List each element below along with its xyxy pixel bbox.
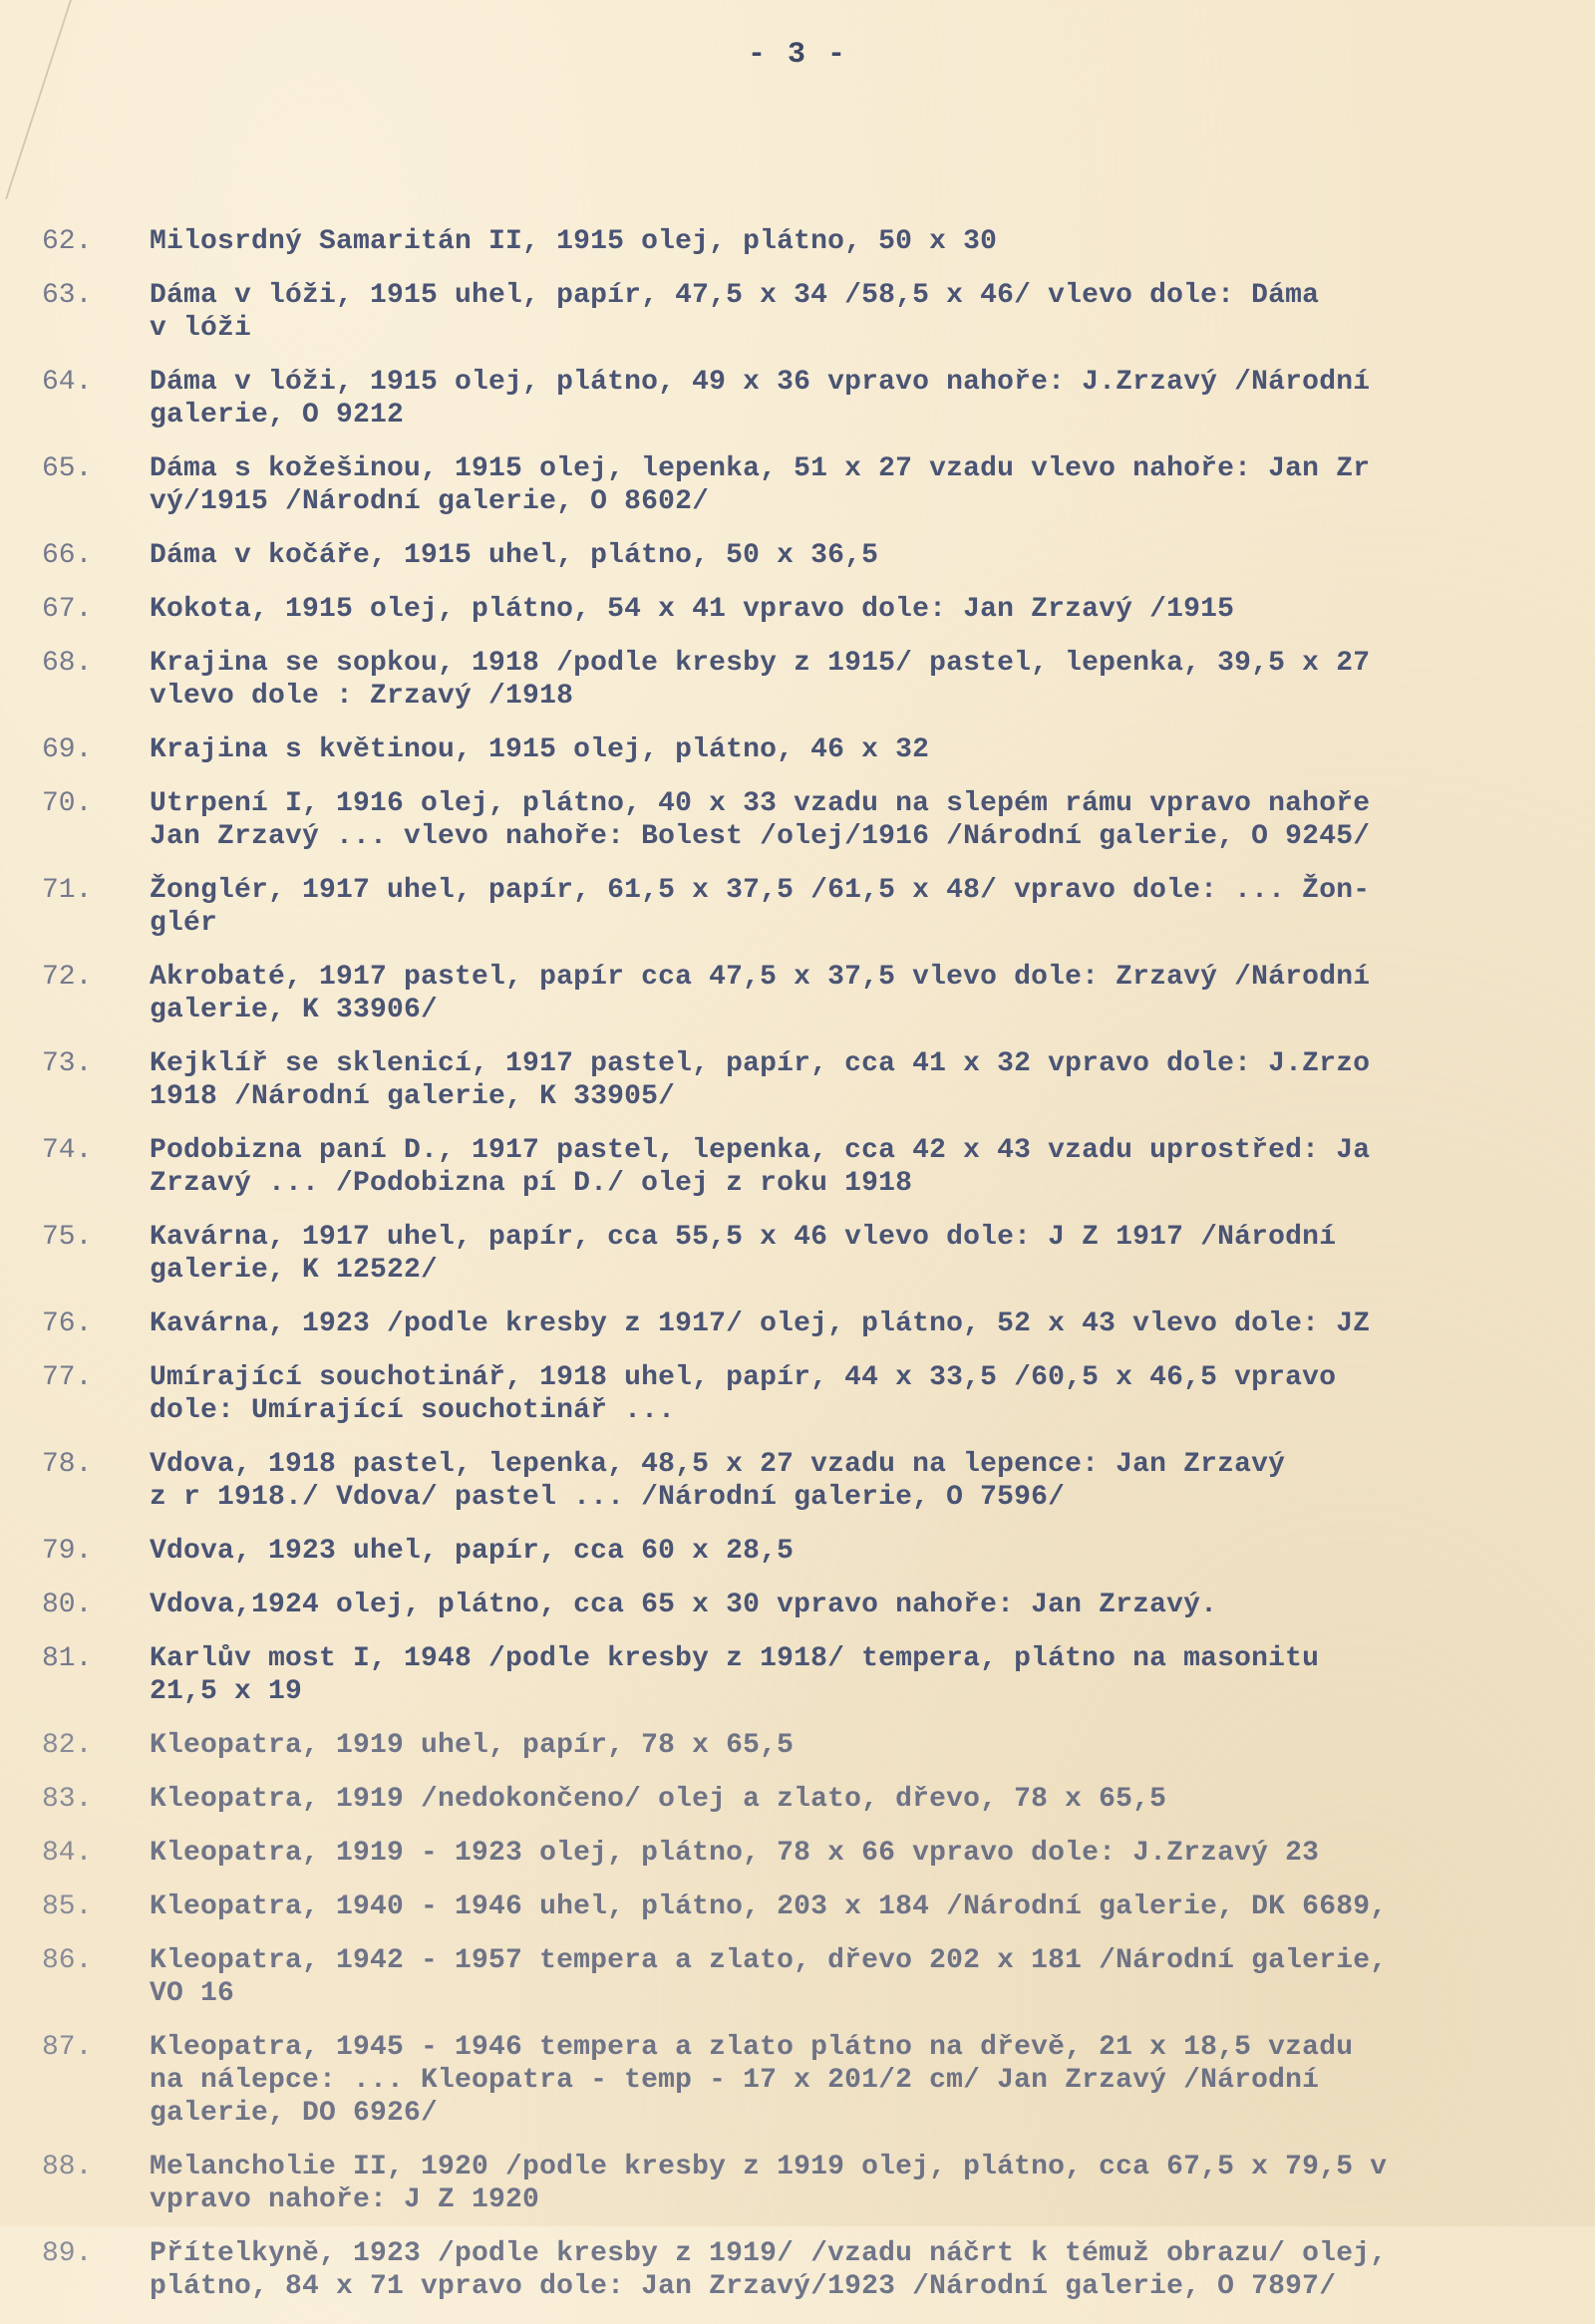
entry-text: Dáma s kožešinou, 1915 olej, lepenka, 51 x 27 vzadu vlevo nahoře: Jan Zr vý/1915 /Národní galerie, O 8602/ bbox=[150, 453, 1371, 517]
catalog-entry bbox=[42, 1837, 1567, 1870]
entry-text: Melancholie II, 1920 /podle kresby z 1919 olej, plátno, cca 67,5 x 79,5 v vpravo nahoře: J Z 1920 bbox=[150, 2152, 1388, 2215]
catalog-entry bbox=[42, 1047, 1567, 1113]
entry-number: 63. bbox=[42, 280, 93, 311]
entry-number: 79. bbox=[42, 1536, 93, 1567]
entry-number: 85. bbox=[42, 1891, 93, 1922]
entry-text: Kokota, 1915 olej, plátno, 54 x 41 vpravo dole: Jan Zrzavý /1915 bbox=[150, 594, 1235, 625]
catalog-entry bbox=[42, 961, 1567, 1026]
entry-text: Kejklíř se sklenicí, 1917 pastel, papír, cca 41 x 32 vpravo dole: J.Zrzo 1918 /Národní galerie, K 33905/ bbox=[150, 1048, 1371, 1112]
entry-number: 77. bbox=[42, 1362, 93, 1393]
entry-number: 81. bbox=[42, 1643, 93, 1674]
entry-number: 70. bbox=[42, 788, 93, 819]
catalog-entry bbox=[42, 452, 1567, 518]
entry-number: 72. bbox=[42, 962, 93, 993]
entry-number: 87. bbox=[42, 2032, 93, 2063]
entry-text: Krajina s květinou, 1915 olej, plátno, 46 x 32 bbox=[150, 734, 930, 765]
entry-number: 64. bbox=[42, 367, 93, 398]
catalog-entry bbox=[42, 1783, 1567, 1816]
entry-text: Vdova,1924 olej, plátno, cca 65 x 30 vpravo nahoře: Jan Zrzavý. bbox=[150, 1590, 1218, 1620]
entry-number: 75. bbox=[42, 1222, 93, 1253]
paper-fold-line bbox=[0, 0, 72, 199]
catalog-entry bbox=[42, 1944, 1567, 2010]
catalog-entry bbox=[42, 2031, 1567, 2130]
entry-number: 66. bbox=[42, 540, 93, 571]
entry-number: 82. bbox=[42, 1730, 93, 1761]
catalog-entry bbox=[42, 733, 1567, 766]
catalog-entry bbox=[42, 1589, 1567, 1621]
entry-number: 71. bbox=[42, 875, 93, 906]
catalog-entry bbox=[42, 1361, 1567, 1427]
entry-text: Podobizna paní D., 1917 pastel, lepenka, cca 42 x 43 vzadu uprostřed: Ja Zrzavý ... /Podobizna pí D./ olej z roku 1918 bbox=[150, 1135, 1371, 1199]
catalog-entry bbox=[42, 2237, 1567, 2303]
entry-text: Karlův most I, 1948 /podle kresby z 1918/ tempera, plátno na masonitu 21,5 x 19 bbox=[150, 1643, 1320, 1707]
catalog-entry bbox=[42, 1221, 1567, 1287]
entry-text: Utrpení I, 1916 olej, plátno, 40 x 33 vzadu na slepém rámu vpravo nahoře Jan Zrzavý ... vlevo nahoře: Bolest /olej/1916 /Národní galerie, O 9245/ bbox=[150, 788, 1371, 852]
entry-text: Vdova, 1918 pastel, lepenka, 48,5 x 27 vzadu na lepence: Jan Zrzavý z r 1918./ Vdova/ pastel ... /Národní galerie, O 7596/ bbox=[150, 1449, 1286, 1513]
entry-text: Kavárna, 1923 /podle kresby z 1917/ olej, plátno, 52 x 43 vlevo dole: JZ bbox=[150, 1308, 1371, 1339]
entry-text: Přítelkyně, 1923 /podle kresby z 1919/ /vzadu náčrt k témuž obrazu/ olej, plátno, 84 x 71 vpravo dole: Jan Zrzavý/1923 /Národní galerie, O 7897/ bbox=[150, 2238, 1388, 2302]
entry-number: 84. bbox=[42, 1838, 93, 1869]
catalog-entry bbox=[42, 593, 1567, 626]
entry-number: 78. bbox=[42, 1449, 93, 1480]
entry-text: Kleopatra, 1919 /nedokončeno/ olej a zlato, dřevo, 78 x 65,5 bbox=[150, 1784, 1167, 1815]
catalog-entry bbox=[42, 1729, 1567, 1762]
entry-text: Krajina se sopkou, 1918 /podle kresby z 1915/ pastel, lepenka, 39,5 x 27 vlevo dole : Zrzavý /1918 bbox=[150, 648, 1371, 712]
catalog-entry bbox=[42, 1535, 1567, 1568]
catalog-entry bbox=[42, 874, 1567, 940]
entry-number: 69. bbox=[42, 734, 93, 765]
entry-number: 76. bbox=[42, 1308, 93, 1339]
catalog-entry bbox=[42, 539, 1567, 572]
entry-number: 80. bbox=[42, 1590, 93, 1620]
entry-text: Vdova, 1923 uhel, papír, cca 60 x 28,5 bbox=[150, 1536, 795, 1567]
entry-text: Dáma v kočáře, 1915 uhel, plátno, 50 x 36,5 bbox=[150, 540, 879, 571]
entry-number: 73. bbox=[42, 1048, 93, 1079]
entry-number: 62. bbox=[42, 226, 93, 257]
entry-number: 74. bbox=[42, 1135, 93, 1166]
entry-text: Žonglér, 1917 uhel, papír, 61,5 x 37,5 /61,5 x 48/ vpravo dole: ... Žon- glér bbox=[150, 875, 1371, 939]
entry-text: Dáma v lóži, 1915 uhel, papír, 47,5 x 34 /58,5 x 46/ vlevo dole: Dáma v lóži bbox=[150, 280, 1320, 344]
entry-number: 89. bbox=[42, 2238, 93, 2269]
entry-text: Milosrdný Samaritán II, 1915 olej, plátno, 50 x 30 bbox=[150, 226, 998, 257]
entry-text: Kleopatra, 1919 - 1923 olej, plátno, 78 x 66 vpravo dole: J.Zrzavý 23 bbox=[150, 1838, 1320, 1869]
entry-number: 86. bbox=[42, 1945, 93, 1976]
entry-number: 68. bbox=[42, 648, 93, 679]
entry-text: Kleopatra, 1945 - 1946 tempera a zlato plátno na dřevě, 21 x 18,5 vzadu na nálepce: ... Kleopatra - temp - 17 x 201/2 cm/ Jan Zrzavý /Národní galerie, DO 6926/ bbox=[150, 2032, 1354, 2129]
entry-text: Kleopatra, 1942 - 1957 tempera a zlato, dřevo 202 x 181 /Národní galerie, VO 16 bbox=[150, 1945, 1388, 2009]
catalog-entry bbox=[42, 1134, 1567, 1200]
catalog-entry-list bbox=[42, 225, 1567, 2324]
entry-number: 88. bbox=[42, 2152, 93, 2182]
catalog-entry bbox=[42, 1448, 1567, 1514]
catalog-entry bbox=[42, 787, 1567, 853]
entry-number: 83. bbox=[42, 1784, 93, 1815]
entry-text: Dáma v lóži, 1915 olej, plátno, 49 x 36 vpravo nahoře: J.Zrzavý /Národní galerie, O 9212 bbox=[150, 367, 1371, 431]
entry-text: Akrobaté, 1917 pastel, papír cca 47,5 x 37,5 vlevo dole: Zrzavý /Národní galerie, K 33906/ bbox=[150, 962, 1371, 1025]
entry-text: Kavárna, 1917 uhel, papír, cca 55,5 x 46 vlevo dole: J Z 1917 /Národní galerie, K 12522/ bbox=[150, 1222, 1337, 1286]
entry-text: Kleopatra, 1919 uhel, papír, 78 x 65,5 bbox=[150, 1730, 795, 1761]
catalog-entry bbox=[42, 1307, 1567, 1340]
catalog-entry bbox=[42, 2151, 1567, 2216]
catalog-entry bbox=[42, 279, 1567, 345]
catalog-entry bbox=[42, 225, 1567, 258]
entry-number: 65. bbox=[42, 453, 93, 484]
catalog-entry bbox=[42, 366, 1567, 432]
entry-number: 67. bbox=[42, 594, 93, 625]
page-number: - 3 - bbox=[747, 38, 847, 72]
entry-text: Kleopatra, 1940 - 1946 uhel, plátno, 203 x 184 /Národní galerie, DK 6689, bbox=[150, 1891, 1388, 1922]
catalog-entry bbox=[42, 1642, 1567, 1708]
catalog-entry bbox=[42, 647, 1567, 713]
catalog-entry bbox=[42, 1890, 1567, 1923]
entry-text: Umírající souchotinář, 1918 uhel, papír, 44 x 33,5 /60,5 x 46,5 vpravo dole: Umírající souchotinář ... bbox=[150, 1362, 1337, 1426]
